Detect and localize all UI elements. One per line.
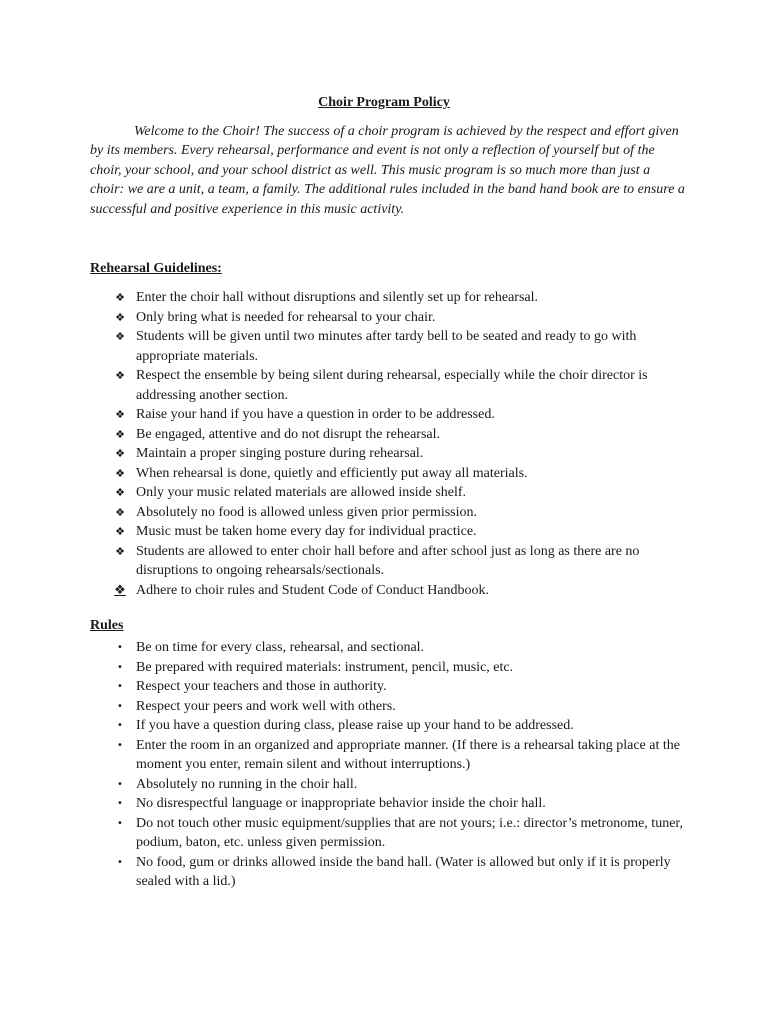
guideline-text: Students will be given until two minutes after tardy bell to be seated and ready to go with appropriate materials. <box>136 329 637 364</box>
bullet-icon: • <box>117 739 123 751</box>
bullet-icon: • <box>117 720 123 731</box>
rehearsal-guidelines-heading: Rehearsal Guidelines: <box>90 261 222 276</box>
bullet-icon: • <box>117 798 123 809</box>
diamond-bullet-icon: ❖ <box>115 369 125 382</box>
rule-item <box>90 853 690 892</box>
guideline-item <box>90 405 690 425</box>
guideline-item <box>90 503 690 523</box>
guideline-item <box>90 542 690 581</box>
diamond-bullet-icon: ❖ <box>115 427 125 441</box>
bullet-icon: • <box>117 681 123 692</box>
guideline-item <box>90 522 690 542</box>
bullet-icon: • <box>117 856 123 868</box>
diamond-bullet-icon: ❖ <box>115 505 125 519</box>
guideline-item <box>90 581 690 601</box>
page-title: Choir Program Policy <box>318 95 450 110</box>
rules-heading: Rules <box>90 618 124 633</box>
guideline-text: Adhere to choir rules and Student Code of Conduct Handbook. <box>136 582 490 598</box>
guideline-text: Be engaged, attentive and do not disrupt the rehearsal. <box>136 426 441 442</box>
rule-item <box>90 716 690 736</box>
rules-list <box>90 638 690 892</box>
diamond-bullet-icon: ❖ <box>115 310 125 324</box>
intro-paragraph: Welcome to the Choir! The success of a choir program is achieved by the respect and effort given by its members. Every rehearsal, performance and event is not only a reflection of yourself but of the choir, your school, and your school district as well. This music program is so much more than just a choir: we are a unit, a team, a family. The additional rules included in the band hand book are to ensure a successful and positive experience in this music activity. <box>90 124 685 217</box>
bullet-icon: • <box>117 778 123 790</box>
rule-item <box>90 677 690 697</box>
rule-text: Be on time for every class, rehearsal, and sectional. <box>136 640 425 655</box>
rule-text: Be prepared with required materials: instrument, pencil, music, etc. <box>136 659 514 675</box>
guideline-item <box>90 425 690 445</box>
guideline-item <box>90 327 690 366</box>
guideline-text: Only bring what is needed for rehearsal to your chair. <box>136 309 436 325</box>
guideline-item <box>90 366 690 405</box>
diamond-bullet-icon: ❖ <box>115 486 125 499</box>
rule-text: Enter the room in an organized and appropriate manner. (If there is a rehearsal taking place at the moment you enter, remain silent and without interruptions.) <box>136 737 680 772</box>
bullet-icon: • <box>117 661 123 673</box>
guideline-item <box>90 308 690 328</box>
guideline-text: Students are allowed to enter choir hall before and after school just as long as there are no disruptions to ongoing rehearsals/sectionals. <box>136 543 640 578</box>
rule-item <box>90 658 690 678</box>
guideline-text: Raise your hand if you have a question in order to be addressed. <box>136 407 495 422</box>
guideline-text: Only your music related materials are allowed inside shelf. <box>136 485 467 500</box>
guideline-text: Absolutely no food is allowed unless given prior permission. <box>136 504 478 520</box>
guideline-text: Maintain a proper singing posture during rehearsal. <box>136 446 424 461</box>
rule-text: If you have a question during class, please raise up your hand to be addressed. <box>136 718 574 733</box>
rule-text: No food, gum or drinks allowed inside the band hall. (Water is allowed but only if it is properly sealed with a lid.) <box>136 854 671 889</box>
guideline-item <box>90 483 690 503</box>
bullet-icon: • <box>117 700 123 712</box>
rule-text: Respect your peers and work well with others. <box>136 698 396 714</box>
diamond-bullet-icon: ❖ <box>115 291 125 304</box>
rule-item <box>90 697 690 717</box>
guideline-text: Enter the choir hall without disruptions and silently set up for rehearsal. <box>136 290 539 305</box>
rule-item <box>90 775 690 795</box>
diamond-bullet-icon: ❖ <box>115 330 125 343</box>
rule-text: Do not touch other music equipment/supplies that are not yours; i.e.: director’s metronome, tuner, podium, baton, etc. unless given permission. <box>136 815 684 850</box>
rule-text: No disrespectful language or inappropriate behavior inside the choir hall. <box>136 796 546 811</box>
diamond-bullet-icon: ❖ <box>115 525 125 538</box>
rule-item <box>90 638 690 658</box>
guideline-text: Respect the ensemble by being silent during rehearsal, especially while the choir director is addressing another section. <box>136 368 648 403</box>
rehearsal-guidelines-list <box>90 288 690 600</box>
guideline-text: Music must be taken home every day for individual practice. <box>136 524 477 539</box>
bullet-icon: • <box>117 817 123 829</box>
rule-text: Respect your teachers and those in authority. <box>136 679 387 694</box>
bullet-icon: • <box>117 642 123 653</box>
rule-item <box>90 794 690 814</box>
rule-item <box>90 736 690 775</box>
guideline-item <box>90 444 690 464</box>
diamond-bullet-icon: ❖ <box>115 466 125 480</box>
diamond-bullet-icon: ❖ <box>115 408 125 421</box>
rule-item <box>90 814 690 853</box>
guideline-item <box>90 288 690 308</box>
guideline-item <box>90 464 690 484</box>
guideline-text: When rehearsal is done, quietly and efficiently put away all materials. <box>136 465 528 481</box>
rule-text: Absolutely no running in the choir hall. <box>136 776 358 792</box>
diamond-bullet-icon: ❖ <box>115 447 125 460</box>
diamond-bullet-icon: ❖ <box>114 582 126 598</box>
diamond-bullet-icon: ❖ <box>115 544 125 558</box>
